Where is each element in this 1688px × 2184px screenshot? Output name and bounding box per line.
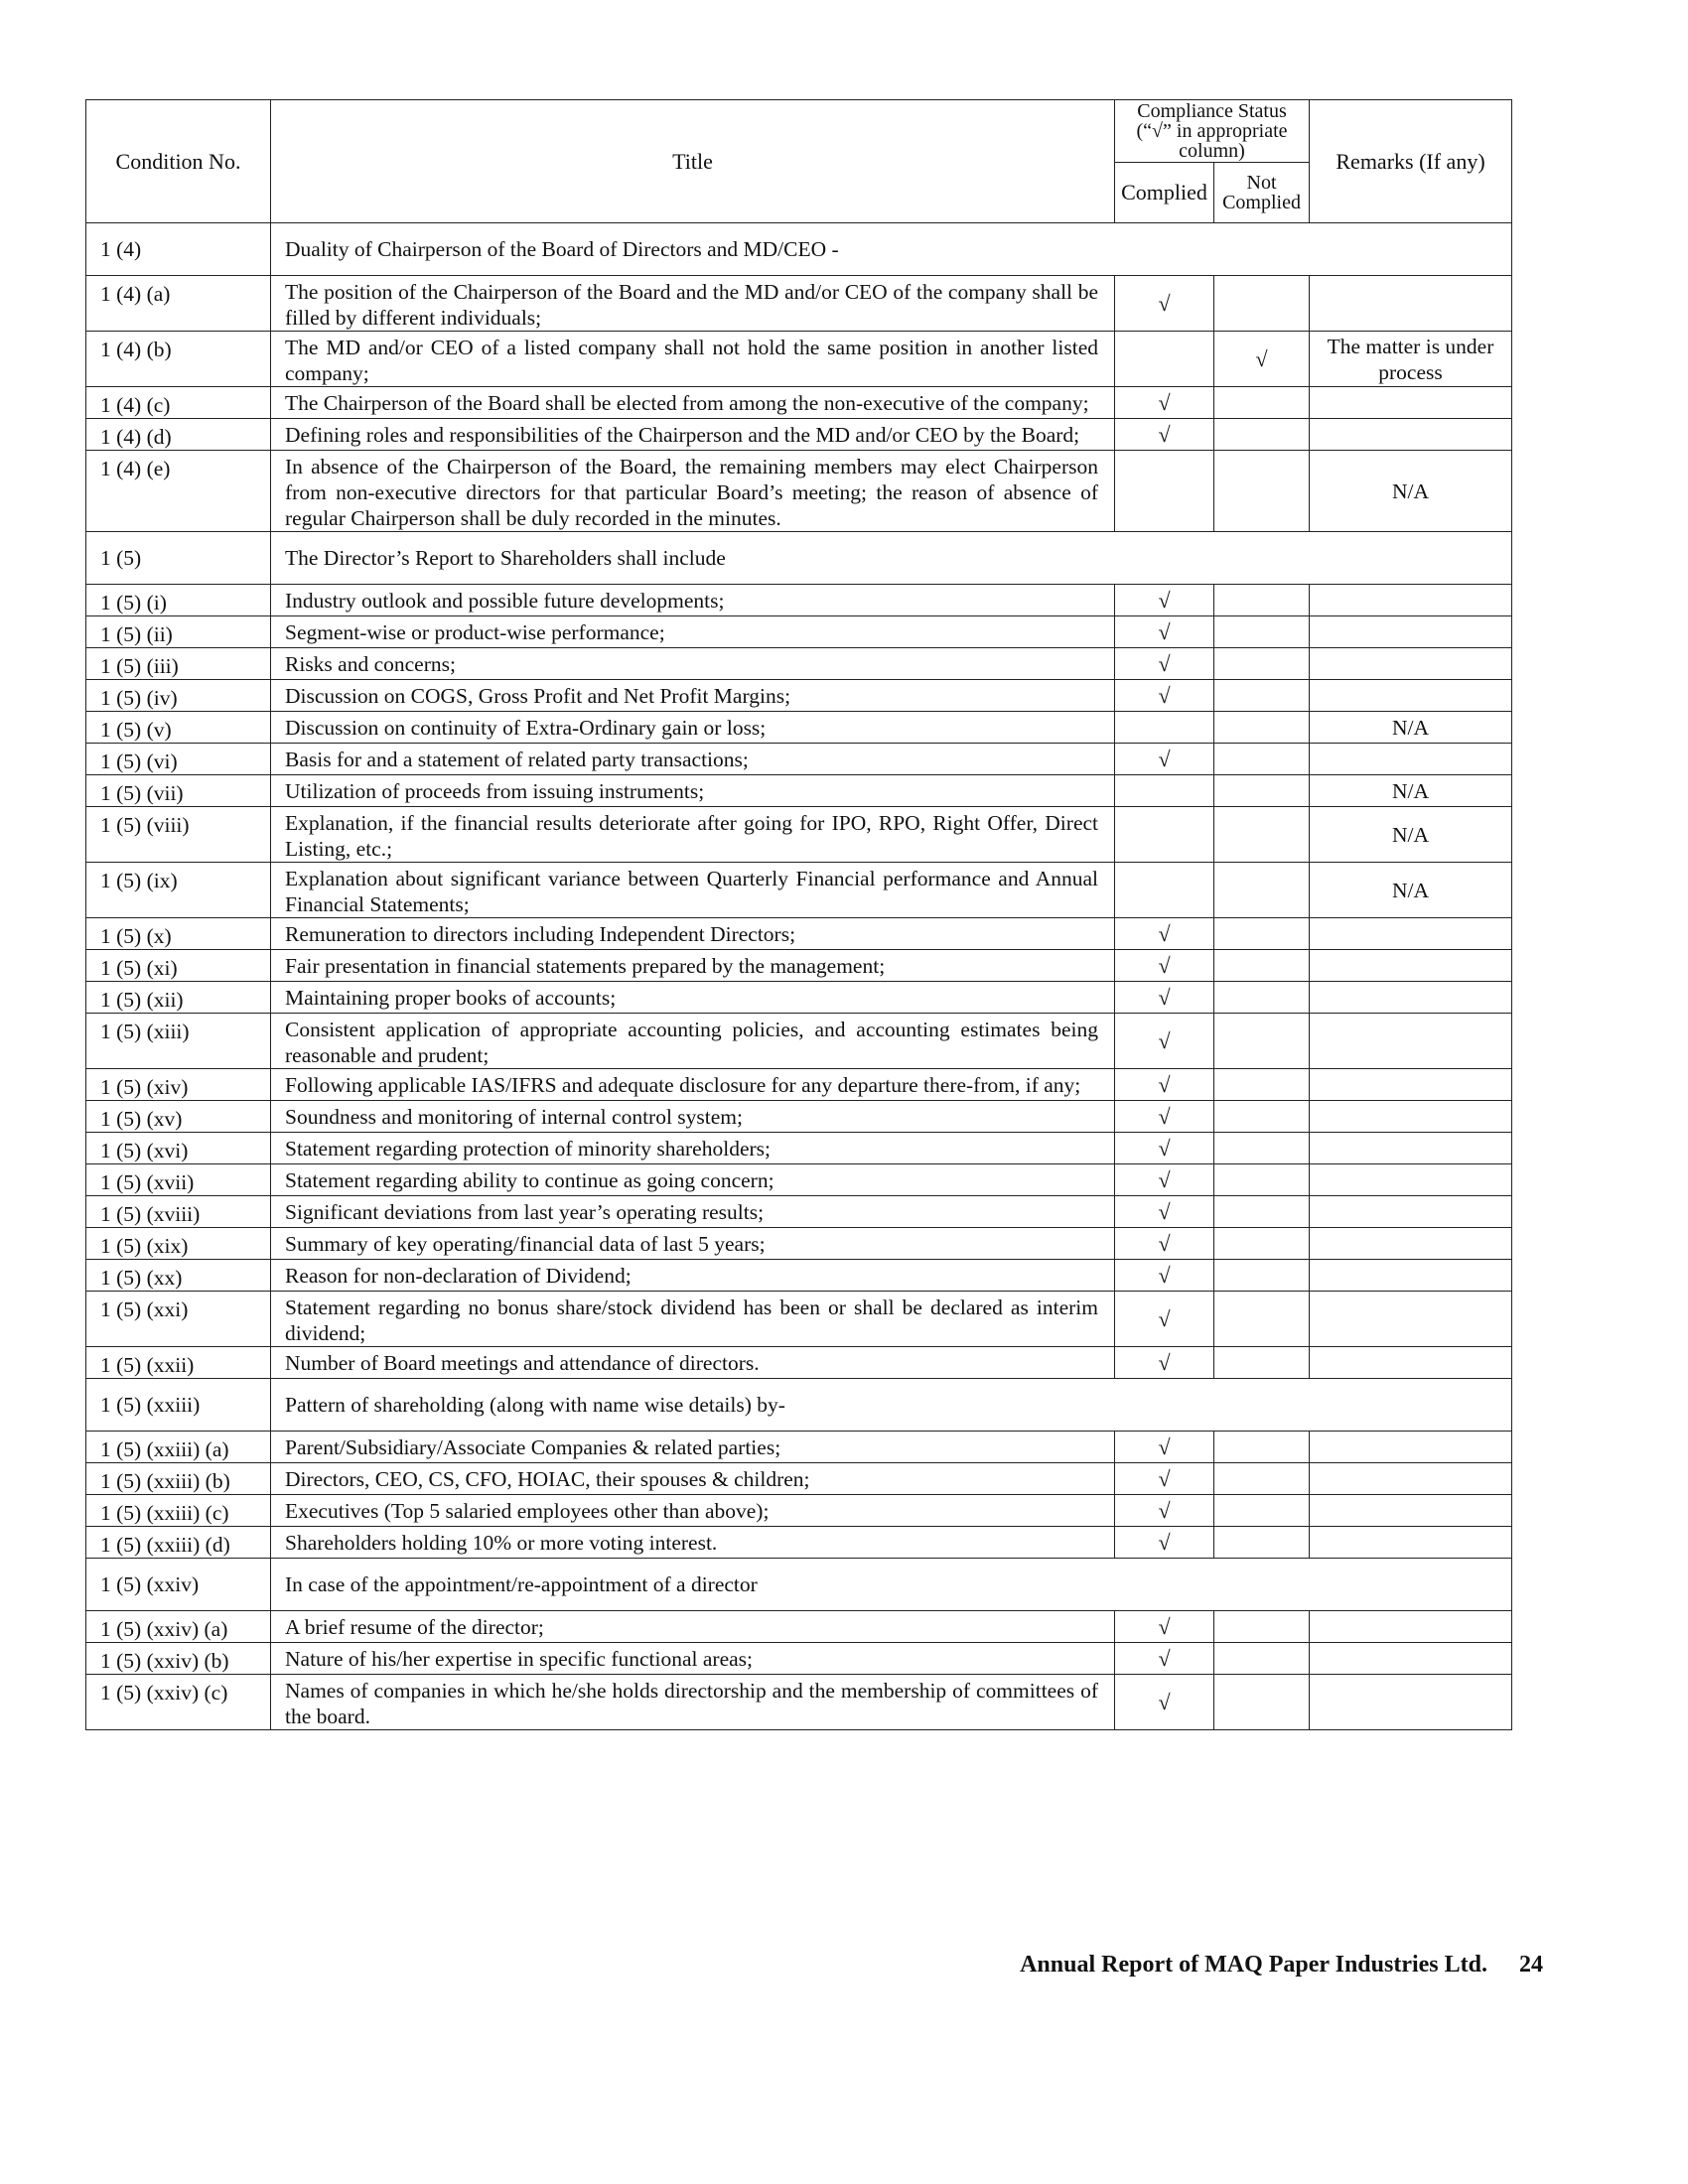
table-row [86, 1675, 1512, 1730]
complied-cell: √ [1115, 680, 1214, 712]
table-row [86, 1228, 1512, 1260]
table-row [86, 1432, 1512, 1463]
remarks-cell [1310, 1196, 1512, 1228]
remarks-cell [1310, 1101, 1512, 1133]
complied-cell: √ [1115, 1463, 1214, 1495]
not-complied-cell [1214, 1611, 1310, 1643]
condition-no-header: Condition No. [86, 100, 271, 223]
complied-cell: √ [1115, 1292, 1214, 1347]
table-row [86, 648, 1512, 680]
table-row [86, 1292, 1512, 1347]
not-complied-cell [1214, 648, 1310, 680]
condition-no-cell: 1 (4) (d) [86, 419, 271, 451]
title-cell: Nature of his/her expertise in specific functional areas; [271, 1643, 1115, 1675]
table-row [86, 1260, 1512, 1292]
title-cell: Explanation about significant variance between Quarterly Financial performance and Annual Financial Statements; [271, 863, 1115, 918]
complied-cell: √ [1115, 1133, 1214, 1164]
complied-cell: √ [1115, 1675, 1214, 1730]
remarks-cell [1310, 1260, 1512, 1292]
condition-no-cell: 1 (5) (iv) [86, 680, 271, 712]
complied-cell: √ [1115, 1014, 1214, 1069]
complied-cell: √ [1115, 1432, 1214, 1463]
title-cell: A brief resume of the director; [271, 1611, 1115, 1643]
title-cell: Summary of key operating/financial data of last 5 years; [271, 1228, 1115, 1260]
title-cell: Statement regarding ability to continue as going concern; [271, 1164, 1115, 1196]
title-cell: Maintaining proper books of accounts; [271, 982, 1115, 1014]
table-row [86, 1164, 1512, 1196]
complied-cell [1115, 863, 1214, 918]
title-cell: Shareholders holding 10% or more voting interest. [271, 1527, 1115, 1559]
title-cell: The Chairperson of the Board shall be elected from among the non-executive of the company; [271, 387, 1115, 419]
condition-no-cell: 1 (5) (iii) [86, 648, 271, 680]
title-cell: Discussion on COGS, Gross Profit and Net Profit Margins; [271, 680, 1115, 712]
not-complied-cell [1214, 1196, 1310, 1228]
complied-cell: √ [1115, 1069, 1214, 1101]
condition-no-cell: 1 (5) (xi) [86, 950, 271, 982]
condition-no-cell: 1 (5) (i) [86, 585, 271, 616]
condition-no-cell: 1 (5) (xviii) [86, 1196, 271, 1228]
table-body [86, 223, 1512, 1730]
table-row [86, 276, 1512, 332]
title-cell: Consistent application of appropriate accounting policies, and accounting estimates being reasonable and prudent; [271, 1014, 1115, 1069]
table-row [86, 680, 1512, 712]
complied-header: Complied [1115, 163, 1214, 223]
not-complied-cell [1214, 1292, 1310, 1347]
not-complied-cell [1214, 982, 1310, 1014]
compliance-status-header: Compliance Status (“√” in appropriate column) [1115, 100, 1310, 163]
remarks-cell [1310, 1228, 1512, 1260]
title-cell: Fair presentation in financial statements prepared by the management; [271, 950, 1115, 982]
remarks-cell [1310, 680, 1512, 712]
title-cell: The position of the Chairperson of the Board and the MD and/or CEO of the company shall be filled by different individuals; [271, 276, 1115, 332]
complied-cell [1115, 712, 1214, 744]
not-complied-cell [1214, 712, 1310, 744]
not-complied-cell [1214, 419, 1310, 451]
section-title: In case of the appointment/re-appointment of a director [271, 1559, 1512, 1611]
section-row [86, 1379, 1512, 1432]
table-row [86, 807, 1512, 863]
not-complied-cell [1214, 387, 1310, 419]
table-row [86, 712, 1512, 744]
not-complied-cell [1214, 918, 1310, 950]
remarks-cell: N/A [1310, 807, 1512, 863]
condition-no-cell: 1 (5) (xxiii) (c) [86, 1495, 271, 1527]
section-title: Duality of Chairperson of the Board of Directors and MD/CEO - [271, 223, 1512, 276]
not-complied-cell [1214, 585, 1310, 616]
table-row [86, 744, 1512, 775]
remarks-cell: N/A [1310, 451, 1512, 532]
remarks-cell [1310, 1432, 1512, 1463]
remarks-cell [1310, 1014, 1512, 1069]
condition-no-cell: 1 (5) (xiv) [86, 1069, 271, 1101]
title-cell: Explanation, if the financial results deteriorate after going for IPO, RPO, Right Offer, Direct Listing, etc.; [271, 807, 1115, 863]
title-cell: Industry outlook and possible future developments; [271, 585, 1115, 616]
remarks-cell [1310, 276, 1512, 332]
condition-no-cell: 1 (5) (xiii) [86, 1014, 271, 1069]
section-condition-no: 1 (4) [86, 223, 271, 276]
not-complied-cell [1214, 744, 1310, 775]
table-row [86, 1527, 1512, 1559]
title-cell: Following applicable IAS/IFRS and adequate disclosure for any departure there-from, if any; [271, 1069, 1115, 1101]
remarks-cell [1310, 1527, 1512, 1559]
table-row [86, 918, 1512, 950]
condition-no-cell: 1 (5) (xxiv) (c) [86, 1675, 271, 1730]
remarks-cell [1310, 616, 1512, 648]
complied-cell: √ [1115, 1611, 1214, 1643]
title-cell: Executives (Top 5 salaried employees other than above); [271, 1495, 1115, 1527]
condition-no-cell: 1 (5) (viii) [86, 807, 271, 863]
title-header: Title [271, 100, 1115, 223]
report-title: Annual Report of MAQ Paper Industries Ltd. [1020, 1952, 1487, 1978]
remarks-cell [1310, 1463, 1512, 1495]
title-cell: Discussion on continuity of Extra-Ordinary gain or loss; [271, 712, 1115, 744]
not-complied-cell [1214, 1069, 1310, 1101]
table-row [86, 1611, 1512, 1643]
title-cell: Reason for non-declaration of Dividend; [271, 1260, 1115, 1292]
title-cell: Basis for and a statement of related party transactions; [271, 744, 1115, 775]
not-complied-cell [1214, 1228, 1310, 1260]
complied-cell: √ [1115, 1164, 1214, 1196]
section-row [86, 532, 1512, 585]
not-complied-cell [1214, 1643, 1310, 1675]
condition-no-cell: 1 (5) (xix) [86, 1228, 271, 1260]
title-cell: Soundness and monitoring of internal control system; [271, 1101, 1115, 1133]
remarks-cell [1310, 1675, 1512, 1730]
remarks-cell [1310, 585, 1512, 616]
remarks-cell: The matter is under process [1310, 332, 1512, 387]
not-complied-cell [1214, 1133, 1310, 1164]
title-cell: Remuneration to directors including Independent Directors; [271, 918, 1115, 950]
complied-cell: √ [1115, 1260, 1214, 1292]
condition-no-cell: 1 (5) (ix) [86, 863, 271, 918]
condition-no-cell: 1 (5) (x) [86, 918, 271, 950]
title-cell: Segment-wise or product-wise performance; [271, 616, 1115, 648]
condition-no-cell: 1 (5) (xvii) [86, 1164, 271, 1196]
complied-cell: √ [1115, 585, 1214, 616]
title-cell: Names of companies in which he/she holds directorship and the membership of committees of the board. [271, 1675, 1115, 1730]
table-row [86, 419, 1512, 451]
condition-no-cell: 1 (4) (a) [86, 276, 271, 332]
condition-no-cell: 1 (5) (xxiv) (a) [86, 1611, 271, 1643]
remarks-cell [1310, 1643, 1512, 1675]
complied-cell: √ [1115, 276, 1214, 332]
complied-cell [1115, 451, 1214, 532]
complied-cell: √ [1115, 744, 1214, 775]
section-row [86, 1559, 1512, 1611]
table-row [86, 616, 1512, 648]
complied-cell: √ [1115, 918, 1214, 950]
remarks-cell [1310, 1347, 1512, 1379]
complied-cell: √ [1115, 419, 1214, 451]
condition-no-cell: 1 (5) (xxiii) (a) [86, 1432, 271, 1463]
remarks-cell [1310, 950, 1512, 982]
not-complied-cell [1214, 1014, 1310, 1069]
condition-no-cell: 1 (5) (xxiii) (b) [86, 1463, 271, 1495]
remarks-cell: N/A [1310, 775, 1512, 807]
remarks-cell [1310, 1292, 1512, 1347]
title-cell: Statement regarding no bonus share/stock dividend has been or shall be declared as interim dividend; [271, 1292, 1115, 1347]
condition-no-cell: 1 (5) (xv) [86, 1101, 271, 1133]
complied-cell: √ [1115, 982, 1214, 1014]
section-condition-no: 1 (5) (xxiii) [86, 1379, 271, 1432]
remarks-cell [1310, 1133, 1512, 1164]
complied-cell: √ [1115, 616, 1214, 648]
remarks-cell: N/A [1310, 863, 1512, 918]
complied-cell: √ [1115, 1196, 1214, 1228]
not-complied-cell [1214, 1347, 1310, 1379]
table-row [86, 775, 1512, 807]
not-complied-cell [1214, 1495, 1310, 1527]
section-condition-no: 1 (5) (xxiv) [86, 1559, 271, 1611]
table-row [86, 1196, 1512, 1228]
condition-no-cell: 1 (4) (e) [86, 451, 271, 532]
not-complied-cell [1214, 451, 1310, 532]
title-cell: Statement regarding protection of minority shareholders; [271, 1133, 1115, 1164]
condition-no-cell: 1 (5) (xxiv) (b) [86, 1643, 271, 1675]
complied-cell: √ [1115, 648, 1214, 680]
remarks-cell [1310, 387, 1512, 419]
condition-no-cell: 1 (5) (vii) [86, 775, 271, 807]
complied-cell: √ [1115, 950, 1214, 982]
complied-cell: √ [1115, 387, 1214, 419]
table-row [86, 1101, 1512, 1133]
condition-no-cell: 1 (5) (vi) [86, 744, 271, 775]
complied-cell [1115, 332, 1214, 387]
title-cell: Utilization of proceeds from issuing instruments; [271, 775, 1115, 807]
complied-cell: √ [1115, 1495, 1214, 1527]
table-row [86, 863, 1512, 918]
not-complied-cell [1214, 1463, 1310, 1495]
section-condition-no: 1 (5) [86, 532, 271, 585]
complied-cell: √ [1115, 1228, 1214, 1260]
title-cell: In absence of the Chairperson of the Board, the remaining members may elect Chairperson from non-executive directors for that particular Board’s meeting; the reason of absence of regular Chairperson shall be duly recorded in the minutes. [271, 451, 1115, 532]
title-cell: Significant deviations from last year’s operating results; [271, 1196, 1115, 1228]
title-cell: Number of Board meetings and attendance of directors. [271, 1347, 1115, 1379]
table-row [86, 387, 1512, 419]
condition-no-cell: 1 (5) (v) [86, 712, 271, 744]
section-title: Pattern of shareholding (along with name wise details) by- [271, 1379, 1512, 1432]
title-cell: Defining roles and responsibilities of the Chairperson and the MD and/or CEO by the Board; [271, 419, 1115, 451]
not-complied-cell [1214, 1260, 1310, 1292]
not-complied-cell [1214, 863, 1310, 918]
not-complied-cell [1214, 616, 1310, 648]
condition-no-cell: 1 (5) (xxiii) (d) [86, 1527, 271, 1559]
table-row [86, 982, 1512, 1014]
table-row [86, 451, 1512, 532]
not-complied-cell [1214, 276, 1310, 332]
complied-cell [1115, 775, 1214, 807]
remarks-header: Remarks (If any) [1310, 100, 1512, 223]
compliance-table [85, 99, 1512, 1730]
remarks-cell [1310, 419, 1512, 451]
complied-cell [1115, 807, 1214, 863]
remarks-cell [1310, 1611, 1512, 1643]
complied-cell: √ [1115, 1527, 1214, 1559]
table-row [86, 1643, 1512, 1675]
page-number: 24 [1519, 1952, 1543, 1978]
page-footer [1020, 1952, 1543, 1979]
title-cell: Risks and concerns; [271, 648, 1115, 680]
not-complied-cell [1214, 1675, 1310, 1730]
not-complied-cell [1214, 1527, 1310, 1559]
condition-no-cell: 1 (5) (xx) [86, 1260, 271, 1292]
not-complied-header: Not Complied [1214, 163, 1310, 223]
complied-cell: √ [1115, 1101, 1214, 1133]
table-row [86, 1495, 1512, 1527]
section-row [86, 223, 1512, 276]
table-row [86, 950, 1512, 982]
table-row [86, 1347, 1512, 1379]
complied-cell: √ [1115, 1347, 1214, 1379]
not-complied-cell [1214, 950, 1310, 982]
not-complied-cell: √ [1214, 332, 1310, 387]
remarks-cell [1310, 1495, 1512, 1527]
table-row [86, 1069, 1512, 1101]
title-cell: Directors, CEO, CS, CFO, HOIAC, their spouses & children; [271, 1463, 1115, 1495]
condition-no-cell: 1 (5) (xxi) [86, 1292, 271, 1347]
remarks-cell [1310, 1069, 1512, 1101]
not-complied-cell [1214, 807, 1310, 863]
table-row [86, 1014, 1512, 1069]
remarks-cell [1310, 744, 1512, 775]
remarks-cell [1310, 648, 1512, 680]
remarks-cell [1310, 1164, 1512, 1196]
not-complied-cell [1214, 1164, 1310, 1196]
table-row [86, 585, 1512, 616]
not-complied-cell [1214, 680, 1310, 712]
table-row [86, 1463, 1512, 1495]
remarks-cell [1310, 982, 1512, 1014]
condition-no-cell: 1 (5) (xvi) [86, 1133, 271, 1164]
condition-no-cell: 1 (4) (c) [86, 387, 271, 419]
condition-no-cell: 1 (5) (ii) [86, 616, 271, 648]
remarks-cell: N/A [1310, 712, 1512, 744]
condition-no-cell: 1 (5) (xxii) [86, 1347, 271, 1379]
title-cell: The MD and/or CEO of a listed company shall not hold the same position in another listed company; [271, 332, 1115, 387]
remarks-cell [1310, 918, 1512, 950]
condition-no-cell: 1 (4) (b) [86, 332, 271, 387]
not-complied-cell [1214, 1101, 1310, 1133]
not-complied-cell [1214, 1432, 1310, 1463]
table-row [86, 332, 1512, 387]
title-cell: Parent/Subsidiary/Associate Companies & related parties; [271, 1432, 1115, 1463]
condition-no-cell: 1 (5) (xii) [86, 982, 271, 1014]
table-row [86, 1133, 1512, 1164]
complied-cell: √ [1115, 1643, 1214, 1675]
section-title: The Director’s Report to Shareholders shall include [271, 532, 1512, 585]
not-complied-cell [1214, 775, 1310, 807]
